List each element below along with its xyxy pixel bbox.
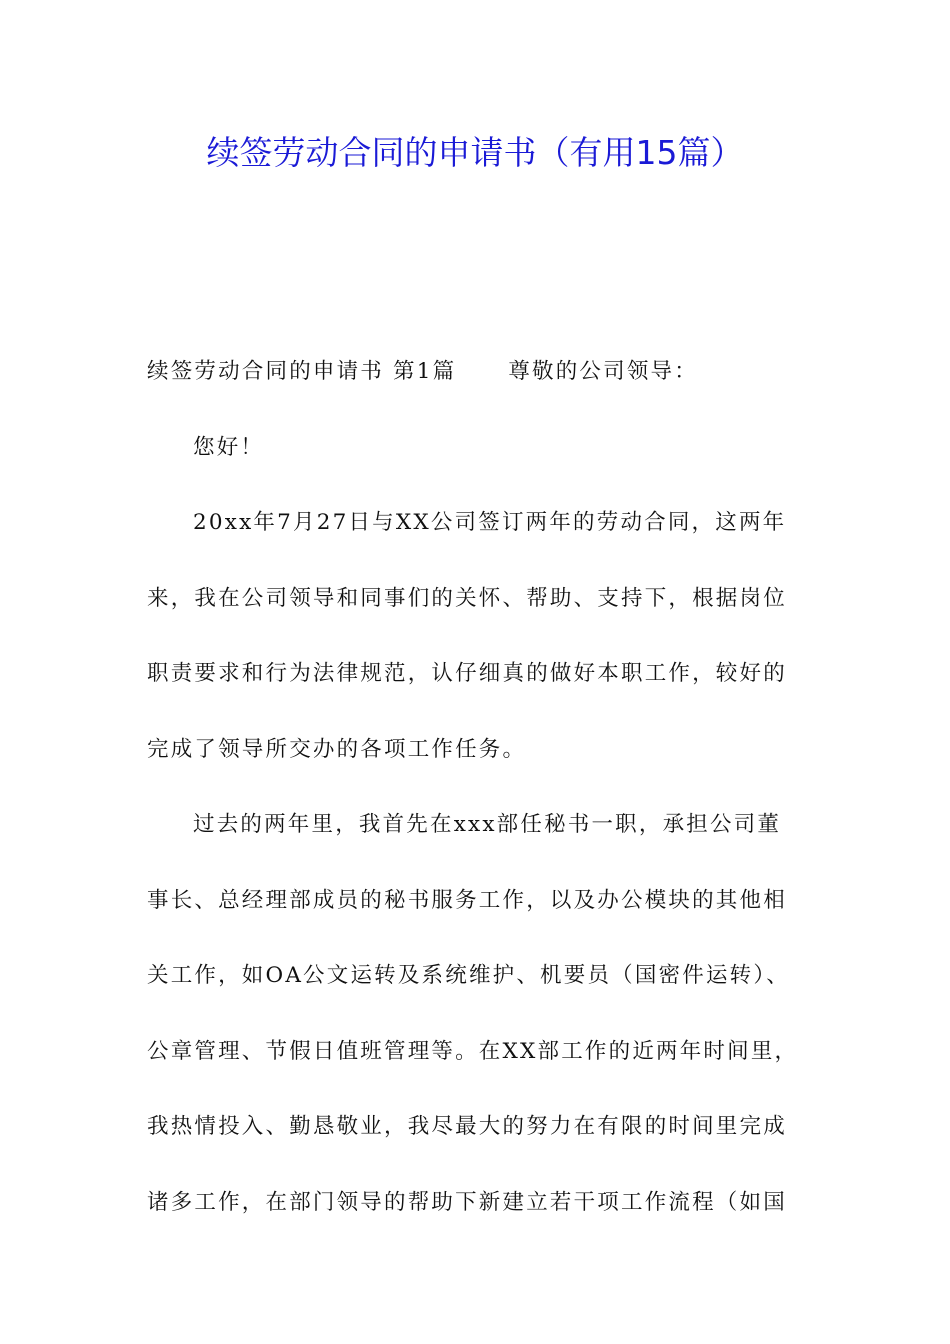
salutation: 尊敬的公司领导： — [508, 359, 698, 384]
paragraph-line: 20xx年7月27日与XX公司签订两年的劳动合同，这两年 — [193, 510, 787, 535]
document-title: 续签劳动合同的申请书（有用15篇） — [206, 133, 744, 172]
paragraph-line: 关工作，如OA公文运转及系统维护、机要员（国密件运转）、 — [147, 963, 791, 988]
greeting: 您好！ — [193, 434, 265, 460]
paragraph-line: 完成了领导所交办的各项工作任务。 — [147, 736, 527, 762]
document-body — [147, 334, 807, 1240]
paragraph-line: 事长、总经理部成员的秘书服务工作，以及办公模块的其他相 — [147, 887, 787, 913]
section-heading: 续签劳动合同的申请书 第1篇 — [147, 359, 457, 384]
paragraph-line: 诸多工作，在部门领导的帮助下新建立若干项工作流程（如国 — [147, 1189, 787, 1215]
heading-line — [147, 334, 807, 410]
paragraph-line: 我热情投入、勤恳敬业，我尽最大的努力在有限的时间里完成 — [147, 1114, 787, 1139]
paragraph-line: 职责要求和行为法律规范，认仔细真的做好本职工作，较好的 — [147, 661, 787, 686]
paragraph-line: 过去的两年里，我首先在xxx部任秘书一职，承担公司董 — [193, 812, 782, 837]
paragraph-line: 来，我在公司领导和同事们的关怀、帮助、支持下，根据岗位 — [147, 585, 787, 611]
paragraph-line: 公章管理、节假日值班管理等。在XX部工作的近两年时间里， — [147, 1038, 799, 1064]
